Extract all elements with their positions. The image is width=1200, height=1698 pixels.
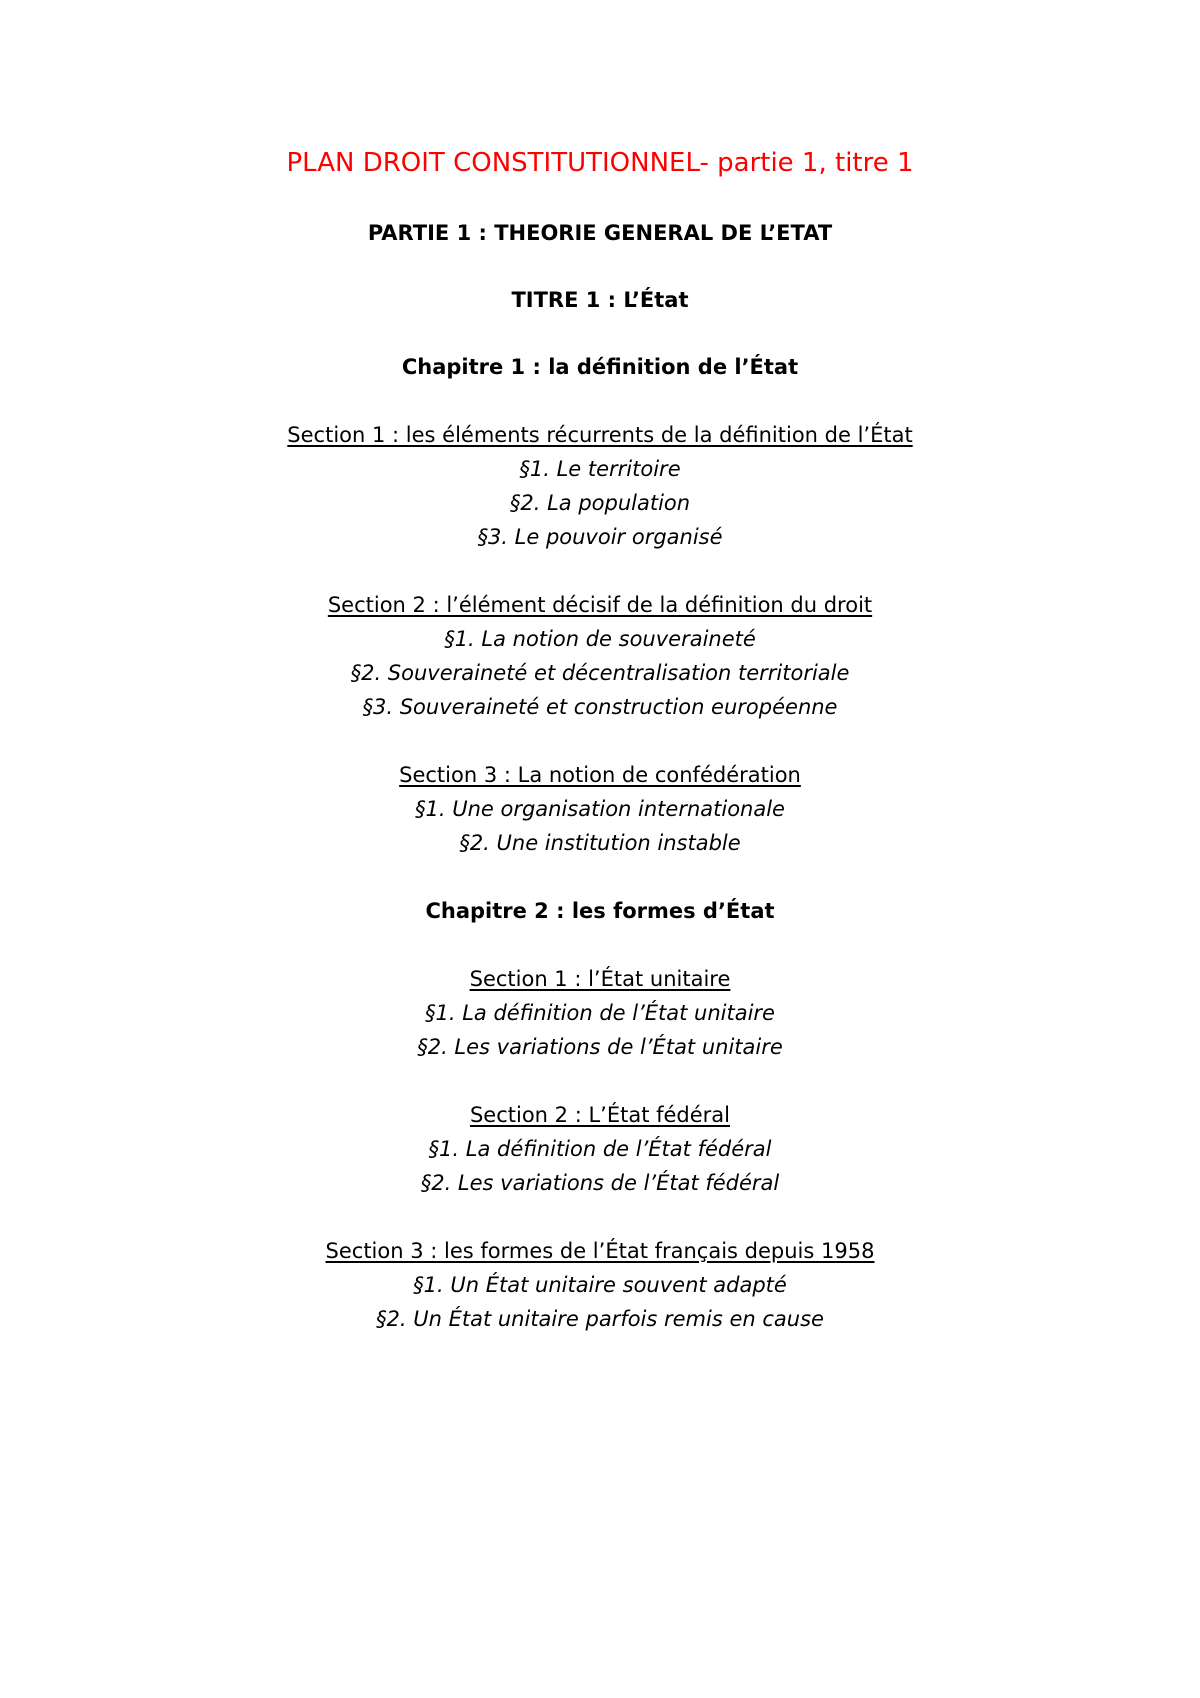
section-title: Section 3 : les formes de l’État français depuis 1958: [325, 1239, 875, 1263]
list-item: §3. Le pouvoir organisé: [477, 525, 723, 549]
list-item: §2. Souveraineté et décentralisation territoriale: [350, 661, 850, 685]
list-item: §1. Un État unitaire souvent adapté: [413, 1273, 787, 1297]
section-2-3: [100, 1234, 1100, 1336]
chapter-title: Chapitre 2 : les formes d’État: [425, 899, 775, 923]
chapter-2: [100, 896, 1100, 1336]
document-body: [100, 146, 1100, 1372]
paragraph-list: [100, 452, 1100, 554]
section-title: Section 3 : La notion de confédération: [399, 763, 801, 787]
section-2-2: [100, 1098, 1100, 1200]
list-item: §2. Un État unitaire parfois remis en cause: [376, 1307, 824, 1331]
section-1-1: [100, 418, 1100, 554]
list-item: §2. Les variations de l’État unitaire: [417, 1035, 783, 1059]
section-title: Section 1 : l’État unitaire: [469, 967, 731, 991]
chapter-1: [100, 352, 1100, 860]
partie-heading: PARTIE 1 : THEORIE GENERAL DE L’ETAT: [367, 221, 833, 245]
list-item: §2. Les variations de l’État fédéral: [420, 1171, 780, 1195]
section-title: Section 2 : L’État fédéral: [469, 1103, 731, 1127]
list-item: §3. Souveraineté et construction européenne: [362, 695, 838, 719]
titre-heading: TITRE 1 : L’État: [511, 288, 689, 312]
paragraph-list: [100, 1268, 1100, 1336]
paragraph-list: [100, 1132, 1100, 1200]
section-1-3: [100, 758, 1100, 860]
list-item: §1. Une organisation internationale: [415, 797, 785, 821]
section-title: Section 1 : les éléments récurrents de la définition de l’État: [287, 423, 913, 447]
list-item: §1. Le territoire: [519, 457, 681, 481]
list-item: §1. La notion de souveraineté: [444, 627, 756, 651]
list-item: §1. La définition de l’État fédéral: [428, 1137, 772, 1161]
chapter-title: Chapitre 1 : la définition de l’État: [401, 355, 799, 379]
list-item: §1. La définition de l’État unitaire: [425, 1001, 775, 1025]
section-1-2: [100, 588, 1100, 724]
section-title: Section 2 : l’élément décisif de la définition du droit: [327, 593, 873, 617]
section-2-1: [100, 962, 1100, 1064]
paragraph-list: [100, 996, 1100, 1064]
paragraph-list: [100, 622, 1100, 724]
document-title: PLAN DROIT CONSTITUTIONNEL- partie 1, titre 1: [286, 148, 914, 178]
paragraph-list: [100, 792, 1100, 860]
list-item: §2. La population: [509, 491, 691, 515]
list-item: §2. Une institution instable: [459, 831, 741, 855]
